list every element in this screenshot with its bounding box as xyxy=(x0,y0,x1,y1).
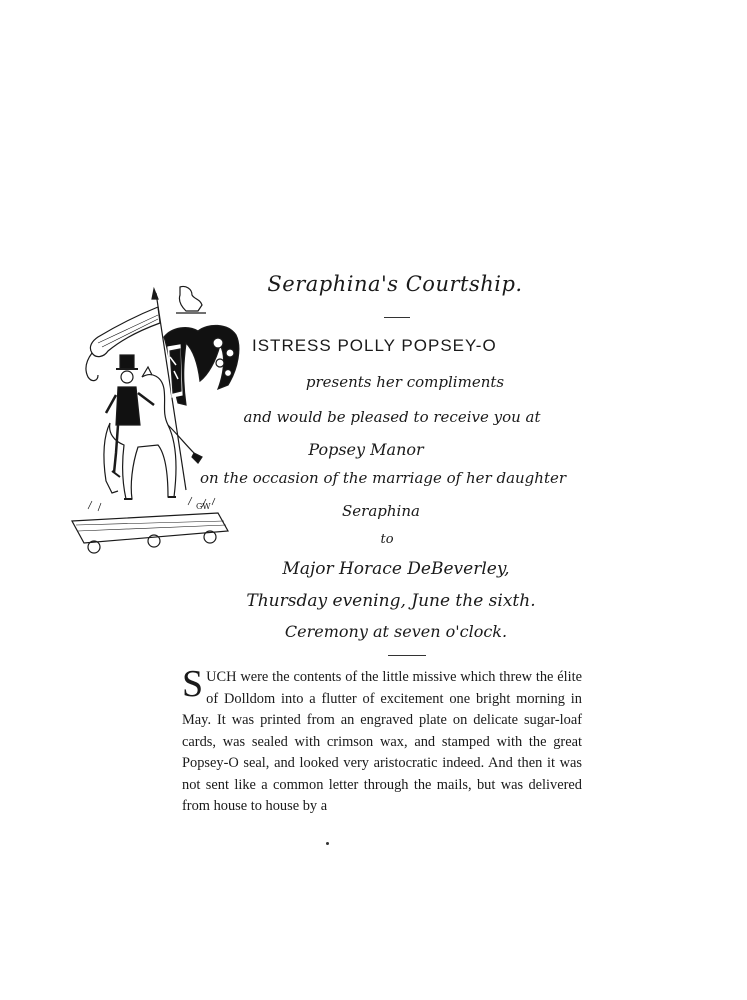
invitation-line: and would be pleased to receive you at xyxy=(243,408,541,426)
section-divider xyxy=(388,655,426,656)
invitation-line: on the occasion of the marriage of her daughter xyxy=(199,469,567,487)
invitation-line: Seraphina xyxy=(342,502,420,520)
invitation-line: Popsey Manor xyxy=(308,440,424,459)
man-on-toy-horse-with-banner-illustration xyxy=(68,285,243,565)
invitation-line: to xyxy=(380,532,394,547)
invitation-line: presents her compliments xyxy=(305,373,505,391)
top-hat xyxy=(120,355,134,369)
invitation-line: Ceremony at seven o'clock. xyxy=(284,622,508,641)
page-title: Seraphina's Courtship. xyxy=(267,272,523,296)
host-name: ISTRESS POLLY POPSEY-O xyxy=(252,336,497,355)
wheel xyxy=(88,541,100,553)
crest-animal xyxy=(179,286,202,311)
banner-flag xyxy=(90,307,160,357)
drop-cap: S xyxy=(182,663,204,705)
page-speck xyxy=(326,842,329,845)
pole-tip xyxy=(152,289,158,299)
title-divider xyxy=(384,317,410,318)
rider-coat xyxy=(116,387,140,425)
invitation-line: Major Horace DeBeverley, xyxy=(282,559,510,579)
svg-text:GW: GW xyxy=(196,502,211,511)
invitation-line: Thursday evening, June the sixth. xyxy=(246,591,536,611)
body-text: UCH were the contents of the little missive which threw the élite of Dolldom into a flutter of excitement one bright morning in May. It was printed from an engraved plate on delicate sugar-loaf cards, was sealed with crimson wax, and stamped with the great Popsey-O seal, and looked very aristocratic indeed. And then it was not sent like a common letter through the mails, but was delivered from house to house by a xyxy=(182,669,582,814)
body-paragraph xyxy=(182,663,582,818)
